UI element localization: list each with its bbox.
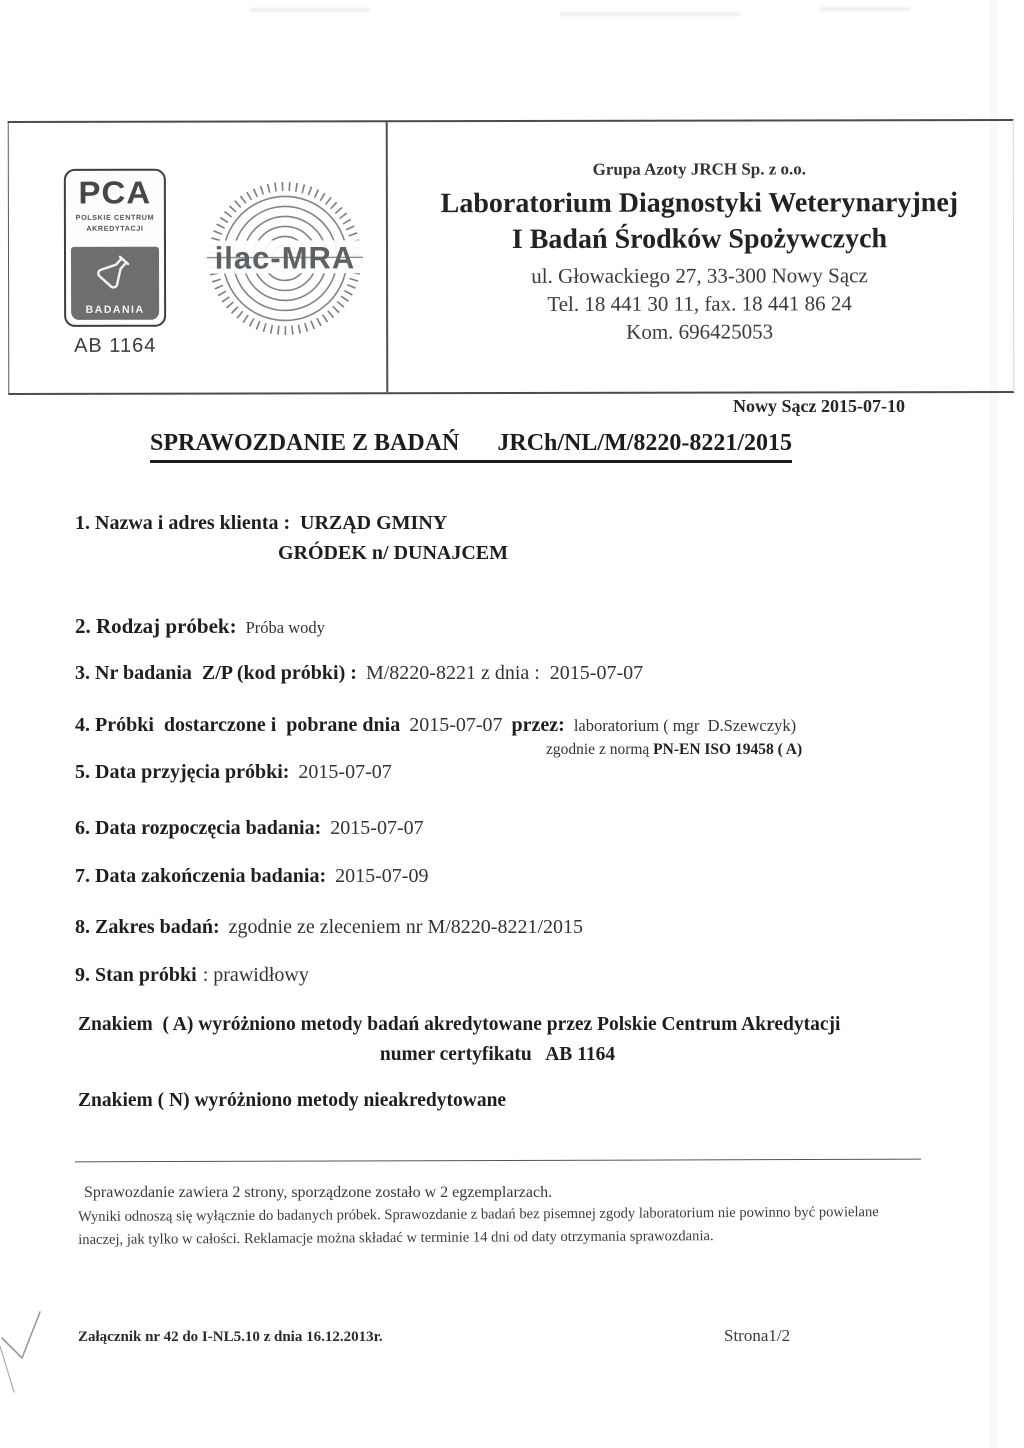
acceptance-date-value: 2015-07-07 — [298, 761, 392, 783]
company-name: Grupa Azoty JRCH Sp. z o.o. — [592, 159, 807, 179]
lab-phone: Tel. 18 441 30 11, fax. 18 441 86 24 — [547, 290, 852, 316]
item-client — [75, 512, 935, 564]
scan-smudge — [560, 12, 740, 16]
sample-type-value: Próba wody — [245, 618, 325, 637]
item-end-date — [75, 865, 428, 888]
report-number: JRCh/NL/M/8220-8221/2015 — [497, 430, 793, 456]
item-acceptance-date — [75, 761, 392, 784]
report-title — [150, 430, 792, 463]
footer-disclaimer-line1: Wyniki odnoszą się wyłącznie do badanych próbek. Sprawozdanie z badań bez pisemnej zgody laboratorium nie powinno być powielane — [78, 1204, 879, 1225]
page-number: Strona1/2 — [724, 1326, 791, 1345]
lab-name-line1: Laboratorium Diagnostyki Weterynaryjnej — [440, 187, 959, 220]
item-sample-delivery-label: 4. Próbki dostarczone i pobrane dnia — [75, 714, 401, 736]
scan-smudge — [820, 7, 910, 11]
certificate-number-note: numer certyfikatu AB 1164 — [379, 1044, 616, 1065]
pca-org-line1: POLSKIE CENTRUM — [75, 212, 155, 222]
report-title-label: SPRAWOZDANIE Z BADAŃ — [150, 430, 460, 456]
end-date-value: 2015-07-09 — [335, 865, 429, 887]
flask-icon — [71, 251, 159, 295]
norm-name: PN-EN ISO 19458 ( A) — [653, 741, 803, 758]
item-test-number-label: 3. Nr badania Z/P (kod próbki) : — [75, 662, 357, 684]
pca-badania-panel — [71, 247, 159, 320]
norm-prefix: zgodnie z normą — [546, 741, 654, 758]
item-end-date-label: 7. Data zakończenia badania: — [75, 865, 327, 887]
delivered-by-label: przez: — [511, 714, 565, 736]
pen-mark — [0, 1300, 60, 1420]
pca-org-name — [66, 213, 164, 235]
footer-rule — [75, 1159, 921, 1163]
ilac-mra-label: ilac-MRA — [214, 240, 356, 276]
start-date-value: 2015-07-07 — [330, 817, 424, 839]
client-name-line2: GRÓDEK n/ DUNAJCEM — [278, 542, 509, 564]
pca-badania-label: BADANIA — [85, 303, 145, 316]
item-client-label: 1. Nazwa i adres klienta : — [75, 512, 291, 534]
delivery-date: 2015-07-07 — [409, 714, 503, 736]
pca-accreditation-badge — [64, 169, 166, 327]
letterhead-box — [8, 119, 1015, 395]
item-sample-condition-label: 9. Stan próbki — [75, 964, 197, 986]
item-test-scope-label: 8. Zakres badań: — [75, 916, 220, 938]
item-start-date-label: 6. Data rozpoczęcia badania: — [75, 817, 322, 839]
lab-address: ul. Głowackiego 27, 33-300 Nowy Sącz — [531, 262, 868, 288]
item-test-number — [75, 662, 643, 685]
test-scope-value: zgodnie ze zleceniem nr M/8220-8221/2015 — [228, 916, 584, 938]
sampling-norm-note — [546, 741, 802, 759]
item-test-scope — [75, 916, 583, 939]
pca-org-line2: AKREDYTACJI — [86, 223, 144, 233]
item-sample-type — [75, 614, 325, 639]
footer-copies-note: Sprawozdanie zawiera 2 strony, sporządzone zostało w 2 egzemplarzach. — [84, 1184, 553, 1201]
item-start-date — [75, 817, 424, 840]
non-accredited-methods-note: Znakiem ( N) wyróżniono metody nieakredytowane — [78, 1090, 507, 1111]
sample-condition-value: : prawidłowy — [202, 964, 309, 986]
delivered-by-value: laboratorium ( mgr D.Szewczyk) — [573, 716, 797, 735]
footer-disclaimer — [78, 1201, 958, 1252]
footer-disclaimer-line2: inaczej, jak tylko w całości. Reklamacje można składać w terminie 14 dni od daty otrzymania sprawozdania. — [78, 1227, 714, 1248]
test-number-value: M/8220-8221 z dnia : 2015-07-07 — [365, 662, 644, 684]
ilac-mra-logo — [205, 178, 365, 338]
item-sample-type-label: 2. Rodzaj próbek: — [75, 614, 237, 638]
lab-identity-block — [386, 159, 1013, 345]
accredited-methods-note: Znakiem ( A) wyróżniono metody badań akredytowane przez Polskie Centrum Akredytacji — [78, 1014, 841, 1035]
place-and-date: Nowy Sącz 2015-07-10 — [733, 396, 905, 416]
item-acceptance-date-label: 5. Data przyjęcia próbki: — [75, 761, 290, 783]
pca-certificate-number: AB 1164 — [74, 334, 157, 357]
attachment-reference: Załącznik nr 42 do I-NL5.10 z dnia 16.12.2013r. — [78, 1329, 383, 1345]
pca-logo-text: PCA — [78, 174, 152, 211]
item-sample-delivery — [75, 714, 796, 737]
client-name: URZĄD GMINY — [300, 512, 448, 534]
item-sample-condition — [75, 964, 309, 987]
lab-mobile: Kom. 696425053 — [626, 319, 774, 344]
scan-smudge — [250, 8, 370, 12]
lab-name-line2: I Badań Środków Spożywczych — [511, 223, 888, 255]
